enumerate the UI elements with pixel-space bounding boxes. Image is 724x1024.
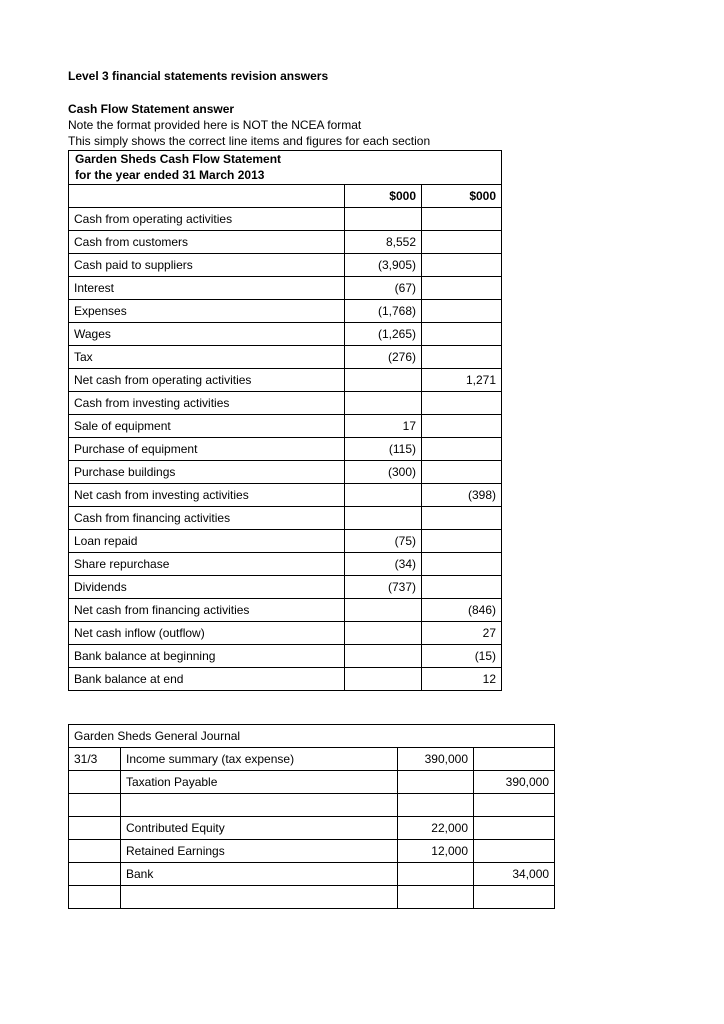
cash-flow-row — [69, 645, 502, 668]
section-title: Cash Flow Statement answer — [68, 102, 235, 116]
amount-col1: (1,768) — [345, 300, 422, 323]
amount-col1: (115) — [345, 438, 422, 461]
row-label: Cash from operating activities — [69, 208, 345, 231]
journal-description: Contributed Equity — [121, 817, 398, 840]
journal-description — [121, 886, 398, 909]
row-label: Cash paid to suppliers — [69, 254, 345, 277]
cash-flow-row — [69, 553, 502, 576]
row-label: Dividends — [69, 576, 345, 599]
amount-col2 — [422, 438, 502, 461]
amount-col2: 1,271 — [422, 369, 502, 392]
amount-col1 — [345, 369, 422, 392]
row-label: Sale of equipment — [69, 415, 345, 438]
amount-col2 — [422, 392, 502, 415]
amount-col2 — [422, 323, 502, 346]
amount-col2 — [422, 254, 502, 277]
amount-col2 — [422, 530, 502, 553]
amount-col1 — [345, 599, 422, 622]
journal-credit: 390,000 — [474, 771, 555, 794]
cash-flow-row — [69, 461, 502, 484]
cash-flow-row — [69, 392, 502, 415]
cash-flow-title — [69, 151, 502, 185]
cash-flow-row — [69, 599, 502, 622]
journal-date — [69, 817, 121, 840]
amount-col2 — [422, 277, 502, 300]
row-label: Wages — [69, 323, 345, 346]
journal-credit — [474, 817, 555, 840]
amount-col2 — [422, 208, 502, 231]
amount-col2 — [422, 507, 502, 530]
journal-credit — [474, 794, 555, 817]
amount-col2 — [422, 231, 502, 254]
row-label: Share repurchase — [69, 553, 345, 576]
journal-title: Garden Sheds General Journal — [69, 725, 555, 748]
amount-col2 — [422, 461, 502, 484]
row-label: Tax — [69, 346, 345, 369]
cash-flow-row — [69, 484, 502, 507]
amount-col1: (3,905) — [345, 254, 422, 277]
amount-col1 — [345, 507, 422, 530]
amount-col1: 17 — [345, 415, 422, 438]
journal-debit: 22,000 — [398, 817, 474, 840]
journal-row — [69, 863, 555, 886]
journal-debit: 390,000 — [398, 748, 474, 771]
amount-col1 — [345, 668, 422, 691]
journal-description — [121, 794, 398, 817]
journal-debit — [398, 771, 474, 794]
amount-col1 — [345, 484, 422, 507]
journal-description: Income summary (tax expense) — [121, 748, 398, 771]
amount-col1: (75) — [345, 530, 422, 553]
row-label: Net cash from investing activities — [69, 484, 345, 507]
amount-col2: 27 — [422, 622, 502, 645]
journal-description: Retained Earnings — [121, 840, 398, 863]
row-label: Purchase of equipment — [69, 438, 345, 461]
cash-flow-title-row — [69, 151, 502, 185]
journal-date — [69, 863, 121, 886]
journal-debit — [398, 863, 474, 886]
journal-credit — [474, 748, 555, 771]
amount-col2 — [422, 576, 502, 599]
cash-flow-row — [69, 323, 502, 346]
document-title: Level 3 financial statements revision answers — [68, 69, 329, 83]
amount-col2 — [422, 300, 502, 323]
journal-debit — [398, 794, 474, 817]
journal-debit: 12,000 — [398, 840, 474, 863]
row-label: Bank balance at end — [69, 668, 345, 691]
journal-date — [69, 840, 121, 863]
amount-col1: (34) — [345, 553, 422, 576]
cash-flow-table — [68, 150, 502, 691]
journal-row — [69, 840, 555, 863]
amount-col2: (398) — [422, 484, 502, 507]
journal-row — [69, 748, 555, 771]
amount-col1: (67) — [345, 277, 422, 300]
amount-col1: (300) — [345, 461, 422, 484]
journal-row — [69, 886, 555, 909]
amount-col2: 12 — [422, 668, 502, 691]
amount-col2 — [422, 346, 502, 369]
cash-flow-row — [69, 507, 502, 530]
row-label: Net cash inflow (outflow) — [69, 622, 345, 645]
col1-header: $000 — [345, 185, 422, 208]
row-label: Interest — [69, 277, 345, 300]
journal-date — [69, 771, 121, 794]
journal-date — [69, 886, 121, 909]
cash-flow-row — [69, 668, 502, 691]
cash-flow-row — [69, 300, 502, 323]
journal-credit: 34,000 — [474, 863, 555, 886]
cash-flow-row — [69, 346, 502, 369]
cash-flow-title-line2: for the year ended 31 March 2013 — [75, 168, 265, 182]
journal-title-row — [69, 725, 555, 748]
cash-flow-row — [69, 622, 502, 645]
row-label: Expenses — [69, 300, 345, 323]
journal-row — [69, 817, 555, 840]
amount-col2 — [422, 553, 502, 576]
document-header — [68, 68, 668, 149]
line-items-note: This simply shows the correct line items and figures for each section — [68, 134, 431, 148]
amount-col1: (276) — [345, 346, 422, 369]
general-journal-table — [68, 724, 555, 909]
col2-header: $000 — [422, 185, 502, 208]
journal-debit — [398, 886, 474, 909]
amount-col1 — [345, 645, 422, 668]
journal-row — [69, 771, 555, 794]
cash-flow-row — [69, 369, 502, 392]
journal-row — [69, 794, 555, 817]
row-label: Cash from financing activities — [69, 507, 345, 530]
amount-col1: (737) — [345, 576, 422, 599]
format-note: Note the format provided here is NOT the NCEA format — [68, 118, 362, 132]
journal-credit — [474, 840, 555, 863]
amount-col1 — [345, 622, 422, 645]
header-label-cell — [69, 185, 345, 208]
row-label: Loan repaid — [69, 530, 345, 553]
cash-flow-row — [69, 415, 502, 438]
cash-flow-row — [69, 208, 502, 231]
cash-flow-header-row — [69, 185, 502, 208]
amount-col2: (846) — [422, 599, 502, 622]
amount-col2 — [422, 415, 502, 438]
row-label: Cash from investing activities — [69, 392, 345, 415]
cash-flow-row — [69, 530, 502, 553]
journal-description: Bank — [121, 863, 398, 886]
journal-description: Taxation Payable — [121, 771, 398, 794]
row-label: Net cash from operating activities — [69, 369, 345, 392]
journal-date: 31/3 — [69, 748, 121, 771]
cash-flow-row — [69, 438, 502, 461]
cash-flow-row — [69, 277, 502, 300]
row-label: Purchase buildings — [69, 461, 345, 484]
cash-flow-row — [69, 576, 502, 599]
amount-col1 — [345, 208, 422, 231]
amount-col2: (15) — [422, 645, 502, 668]
amount-col1: (1,265) — [345, 323, 422, 346]
amount-col1: 8,552 — [345, 231, 422, 254]
row-label: Cash from customers — [69, 231, 345, 254]
cash-flow-row — [69, 254, 502, 277]
cash-flow-row — [69, 231, 502, 254]
cash-flow-title-line1: Garden Sheds Cash Flow Statement — [75, 152, 282, 166]
row-label: Net cash from financing activities — [69, 599, 345, 622]
amount-col1 — [345, 392, 422, 415]
journal-date — [69, 794, 121, 817]
row-label: Bank balance at beginning — [69, 645, 345, 668]
journal-credit — [474, 886, 555, 909]
